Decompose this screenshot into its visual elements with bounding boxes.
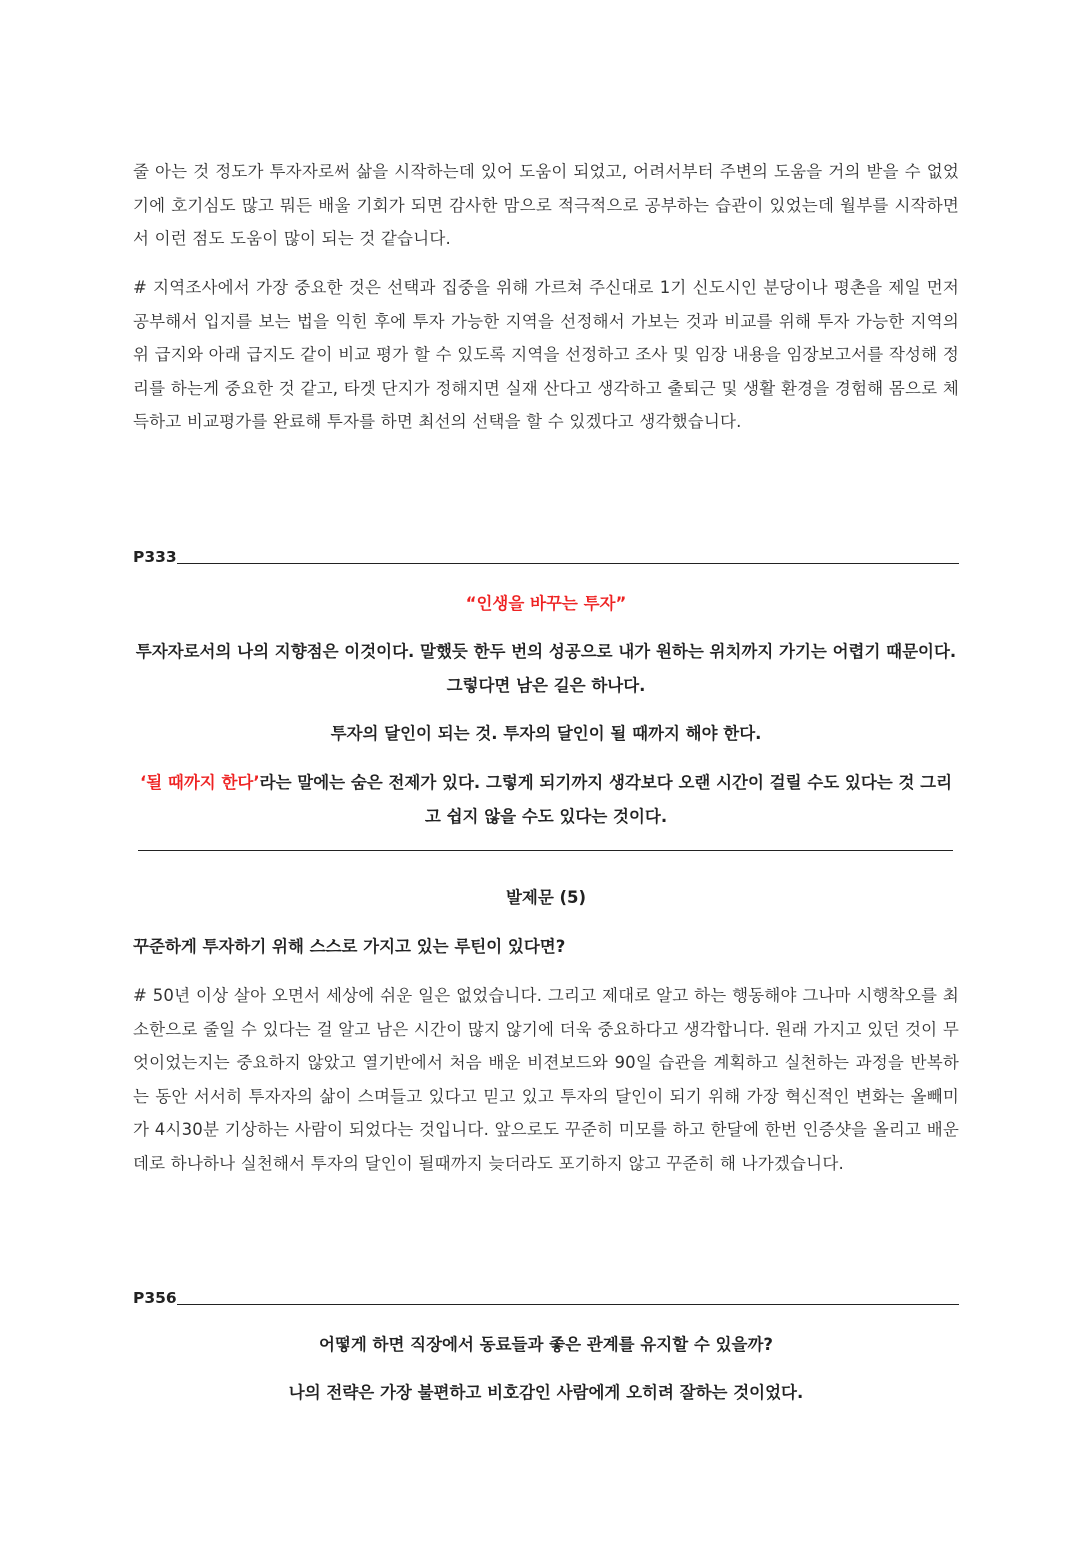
intro-paragraph: 줄 아는 것 정도가 투자자로써 삶을 시작하는데 있어 도움이 되었고, 어려서부터 주변의 도움을 거의 받을 수 없었기에 호기심도 많고 뭐든 배울 기회가 되면 감사한 맘으로 적극적으로 공부하는 습관이 있었는데 월부를 시작하면서 이런 점도 도움이 많이 되는 것 같습니다. xyxy=(133,162,959,248)
quote-question: 어떻게 하면 직장에서 동료들과 좋은 관계를 유지할 수 있을까? xyxy=(318,1335,773,1354)
region-survey-paragraph: # 지역조사에서 가장 중요한 것은 선택과 집중을 위해 가르쳐 주신대로 1기 신도시인 분당이나 평촌을 제일 먼저 공부해서 입지를 보는 법을 익힌 후에 투자 가능한 지역을 선정해서 가보는 것과 비교를 위해 투자 가능한 지역의 위 급지와 아래 급지도 같이 비교 평가 할 수 있도록 지역을 선정하고 조사 및 임장 내용을 임장보고서를 작성해 정리를 하는게 중요한 것 같고, 타겟 단지가 정해지면 실재 산다고 생각하고 출퇴근 및 생활 환경을 경험해 몸으로 체득하고 비교평가를 완료해 투자를 하면 최선의 선택을 할 수 있겠다고 생각했습니다. xyxy=(133,278,959,431)
quote-strategy: 나의 전략은 가장 불편하고 비호감인 사람에게 오히려 잘하는 것이었다. xyxy=(288,1383,804,1402)
quote-paragraph-3 xyxy=(133,766,959,834)
topic-heading: 발제문 (5) xyxy=(505,888,587,907)
page-label: P356 xyxy=(133,1289,177,1307)
quote-remainder: 라는 말에는 숨은 전제가 있다. 그렇게 되기까지 생각보다 오랜 시간이 걸릴 수도 있다는 것 그리고 쉽지 않을 수도 있다는 것이다. xyxy=(259,773,953,826)
topic-answer: # 50년 이상 살아 오면서 세상에 쉬운 일은 없었습니다. 그리고 제대로 알고 하는 행동해야 그나마 시행착오를 최소한으로 줄일 수 있다는 걸 알고 남은 시간이 많지 않기에 더욱 중요하다고 생각합니다. 원래 가지고 있던 것이 무엇이었는지는 중요하지 않았고 열기반에서 처음 배운 비젼보드와 90일 습관을 계획하고 실천하는 과정을 반복하는 동안 서서히 투자자의 삶이 스며들고 있다고 믿고 있고 투자의 달인이 되기 위해 가장 혁신적인 변화는 올빼미가 4시30분 기상하는 사람이 되었다는 것입니다. 앞으로도 꾸준히 미모를 하고 한달에 한번 인증샷을 올리고 배운데로 하나하나 실천해서 투자의 달인이 될때까지 늦더라도 포기하지 않고 꾸준히 해 나가겠습니다. xyxy=(133,986,959,1173)
quote-paragraph-1: 투자자로서의 나의 지향점은 이것이다. 말했듯 한두 번의 성공으로 내가 원하는 위치까지 가기는 어렵기 때문이다. 그렇다면 남은 길은 하나다. xyxy=(135,642,957,695)
quote-title: “인생을 바꾸는 투자” xyxy=(465,594,627,613)
page-marker-p356 xyxy=(133,1282,959,1308)
page-label: P333 xyxy=(133,548,177,566)
quote-emphasis: ‘될 때까지 한다’ xyxy=(139,773,260,792)
section-divider xyxy=(138,850,953,851)
topic-question: 꾸준하게 투자하기 위해 스스로 가지고 있는 루틴이 있다면? xyxy=(133,937,566,956)
underline-rule xyxy=(177,563,959,564)
page-marker-p333 xyxy=(133,541,959,567)
underline-rule xyxy=(177,1304,959,1305)
quote-paragraph-2: 투자의 달인이 되는 것. 투자의 달인이 될 때까지 해야 한다. xyxy=(330,724,762,743)
